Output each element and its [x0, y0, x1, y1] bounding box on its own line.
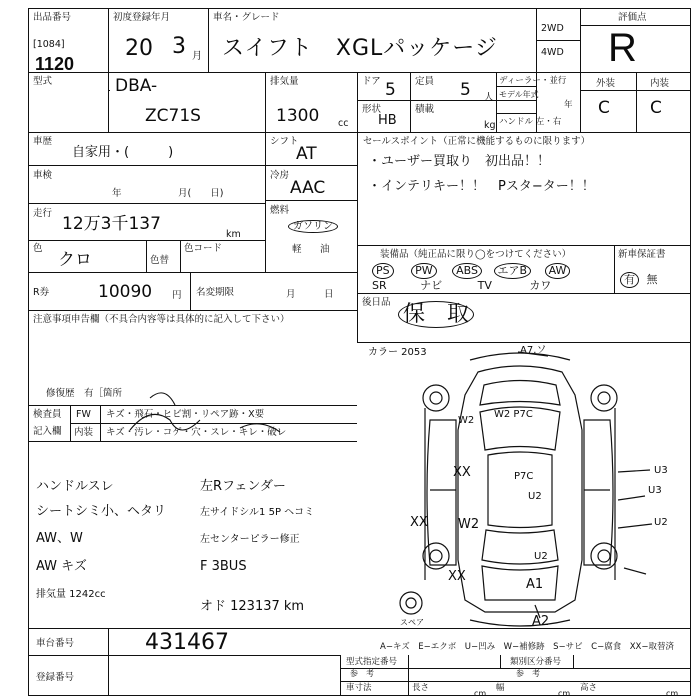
cap-unit: 人: [484, 92, 494, 103]
reg-month-unit: 月: [192, 51, 202, 62]
load-unit: kg: [484, 120, 496, 131]
tag-u3b: U3: [648, 485, 662, 496]
model-hw: DBA-: [115, 76, 158, 96]
reg-no-label: 登録番号: [36, 672, 75, 683]
equip-label: 装備品（純正品に限り◯をつけてください）: [380, 249, 572, 260]
model-label: 型式: [33, 76, 53, 87]
rear-value: [398, 304, 474, 326]
lot-label: 出品番号: [33, 12, 72, 23]
handle-label: ハンドル 左・右: [499, 117, 562, 127]
fuel-oil: 油: [320, 244, 330, 255]
history-label: 車歴: [33, 136, 53, 147]
tag-p7c: P7C: [514, 471, 534, 482]
size-length: 長さ: [412, 683, 430, 693]
remark-4: AW キズ: [36, 559, 87, 574]
sales-line-1: ・ユーザー買取り 初出品！！: [368, 154, 551, 169]
diagram-note-top: カラー 2053: [368, 347, 427, 358]
reg-month: 3: [172, 34, 186, 59]
grade-value: R: [608, 26, 637, 70]
warranty-no: 無: [646, 273, 658, 286]
size-width: 幅: [496, 683, 505, 693]
color-repaint-label: 色替: [150, 255, 170, 266]
recycle-unit: 円: [172, 290, 182, 301]
tag-u3a: U3: [654, 465, 668, 476]
shift-value: AT: [296, 144, 317, 164]
tag-front: A7.ソ: [520, 345, 547, 356]
tag-spare: スペア: [400, 618, 424, 627]
equip-pw: PW: [411, 263, 437, 279]
ac-label: 冷房: [270, 170, 290, 181]
disp-label: 排気量: [270, 76, 299, 87]
warranty-label: 新車保証書: [618, 249, 666, 260]
lot-sub: [1084]: [33, 39, 65, 50]
shift-label: シフト: [270, 136, 299, 147]
tag-u2c: U2: [654, 517, 668, 528]
remark-1: ハンドルスレ: [36, 479, 114, 494]
km-value: 12万3千137: [62, 214, 161, 234]
warranty-yes: 有: [620, 272, 639, 288]
equip-tv: TV: [477, 279, 492, 292]
recycle-value: 10090: [98, 282, 153, 302]
remark-10: オド 123137 km: [200, 599, 305, 614]
type-label: 型式指定番号: [346, 657, 398, 667]
cap-label: 定員: [415, 76, 435, 87]
equip-airbag: エアB: [494, 263, 532, 279]
size-width-cm: cm: [558, 689, 571, 698]
equip-sr: SR: [372, 279, 387, 292]
size-label: 車寸法: [346, 683, 372, 693]
int-inspect-items: キズ・汚レ・コゲ・穴・スレ・キレ・破レ: [106, 427, 287, 438]
km-label: 走行: [33, 208, 53, 219]
fw-items: キズ・飛石・ヒビ割・リペア跡・X要: [106, 409, 265, 420]
color-label: 色: [33, 243, 43, 254]
name-change-month: 月: [286, 289, 296, 300]
shaken-month: 月( 日): [178, 188, 224, 199]
grade-label: 評価点: [618, 12, 647, 23]
remark-6: 左Rフェンダー: [200, 479, 286, 494]
notes-label: 注意事項申告欄（不具合内容等は具体的に記入して下さい）: [33, 314, 290, 325]
shape-value: HB: [378, 113, 397, 128]
inspector-label-2: 記入欄: [33, 426, 62, 437]
door-label: ドア: [362, 76, 381, 87]
tag-w2-p: W2 P7C: [494, 409, 533, 420]
fuel-gas: [288, 222, 338, 232]
reg-label: 初度登録年月: [113, 12, 171, 23]
inspector-label-1: 検査員: [33, 409, 62, 420]
fuel-label: 燃料: [270, 205, 290, 216]
remark-3: AW、W: [36, 531, 83, 546]
sales-line-2: ・インテリキー！！ Pスタ−ター！！: [368, 179, 595, 194]
tag-a2: A2: [532, 614, 550, 629]
reg-year: 20: [125, 36, 153, 61]
chassis-label: 車台番号: [36, 638, 75, 649]
km-unit: km: [226, 229, 241, 240]
dealer-label: ディーラー・並行: [499, 76, 567, 86]
int-inspect-label: 内装: [74, 427, 94, 438]
color-code-label: 色コード: [184, 243, 223, 254]
chassis-value: 431467: [145, 630, 229, 655]
remark-8: 左センターピラー修正: [200, 534, 300, 545]
tag-u2b: U2: [534, 551, 548, 562]
car-name: スイフト XGLパッケージ: [222, 36, 498, 61]
size-height-cm: cm: [666, 689, 679, 698]
remark-2: シートシミ小、ヘタリ: [36, 504, 167, 519]
recycle-label: R券: [33, 287, 50, 298]
shaken-label: 車検: [33, 170, 53, 181]
equip-navi: ナビ: [420, 279, 443, 292]
sales-label: セールスポイント（正常に機能するものに限ります）: [363, 136, 591, 147]
fuel-kei: 軽: [292, 244, 302, 255]
shaken-year: 年: [112, 188, 122, 199]
repair-label: 修復歴 有［箇所: [46, 388, 123, 399]
ac-value: AAC: [290, 178, 326, 198]
tag-u2a: U2: [528, 491, 542, 502]
rear-value-circle: 保 取: [398, 301, 474, 328]
name-label: 車名・グレード: [213, 12, 280, 23]
remark-5: 排気量 1242cc: [36, 589, 106, 600]
tag-w2-mid: W2: [458, 517, 480, 532]
size-length-cm: cm: [474, 689, 487, 698]
class-ref: 参 考: [516, 669, 540, 678]
tag-xx-low: XX: [448, 569, 466, 584]
model-year-unit: 年: [564, 100, 573, 110]
ext-label: 外装: [596, 78, 616, 89]
equip-aw: AW: [545, 263, 571, 279]
disp-value: 1300: [276, 106, 320, 126]
lot-number: 1120: [35, 54, 75, 74]
equip-row1: [372, 263, 570, 279]
door-value: 5: [385, 80, 396, 100]
equip-leather: カワ: [529, 279, 552, 292]
remark-7: 左サイドシル1 5P ヘコミ: [200, 507, 315, 518]
history-value: 自家用・( ): [72, 145, 174, 160]
name-change-day: 日: [324, 289, 334, 300]
tag-xx-mid: XX: [453, 465, 471, 480]
load-label: 積載: [415, 104, 435, 115]
name-change-label: 名変期限: [196, 287, 235, 298]
drive-2wd: 2WD: [541, 23, 564, 34]
tag-xx-left: XX: [410, 515, 428, 530]
size-height: 高さ: [580, 683, 598, 693]
warranty-options: [620, 272, 658, 288]
tag-w2-left: W2: [458, 415, 475, 426]
rear-label: 後日品: [362, 297, 391, 308]
model-year-label: モデル年式: [499, 90, 539, 99]
disp-unit: cc: [338, 118, 349, 129]
tag-a1: A1: [526, 577, 544, 592]
ext-value: C: [598, 98, 610, 118]
equip-abs: ABS: [452, 263, 482, 279]
fuel-gas-circle: ガソリン: [288, 220, 338, 233]
fw-label: FW: [76, 409, 91, 420]
int-label: 内装: [650, 78, 670, 89]
int-value: C: [650, 98, 662, 118]
drive-4wd: 4WD: [541, 47, 564, 58]
legend: A−キズ E−エクボ U−凹み W−補修跡 S−サビ C−腐食 XX−取替済: [380, 642, 674, 652]
equip-row2: [372, 280, 551, 291]
cap-value: 5: [460, 80, 471, 100]
color-value: クロ: [58, 250, 92, 270]
remark-9: F 3BUS: [200, 559, 247, 574]
shape-label: 形状: [362, 104, 382, 115]
model-code: ZC71S: [145, 106, 201, 126]
class-label: 類別区分番号: [510, 657, 562, 667]
equip-ps: PS: [372, 263, 394, 279]
type-ref: 参 考: [350, 669, 374, 678]
